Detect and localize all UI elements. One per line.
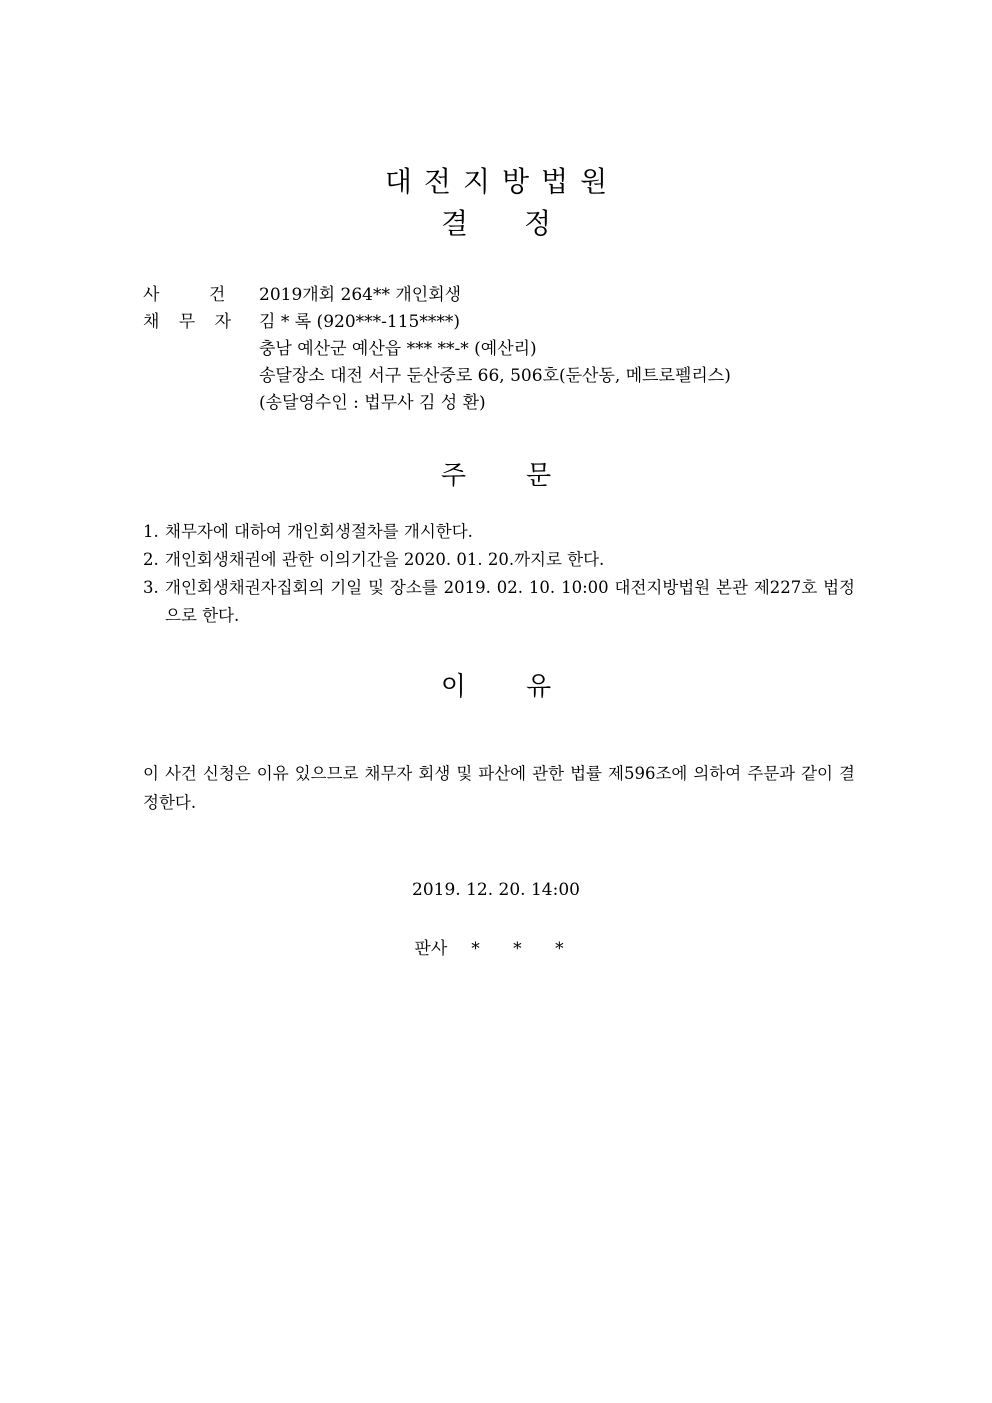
delivery-recipient-row — [143, 390, 863, 417]
debtor-name: 김 * 록 (920***-115****) — [259, 312, 460, 332]
debtor-row — [143, 309, 863, 336]
order-item-3 — [143, 574, 855, 630]
case-row — [143, 282, 863, 309]
order-number: 1. — [143, 522, 159, 541]
delivery-place: 송달장소 대전 서구 둔산중로 66, 506호(둔산동, 메트로펠리스) — [259, 366, 731, 386]
case-label: 사 건 — [143, 285, 226, 305]
document-title: 결정 — [440, 207, 608, 240]
order-text: 개인회생채권에 관한 이의기간을 2020. 01. 20.까지로 한다. — [165, 550, 605, 569]
order-number: 2. — [143, 550, 159, 569]
court-name: 대전지방법원 — [384, 165, 620, 198]
judge-name: * * * — [471, 939, 578, 959]
order-list — [143, 518, 855, 630]
debtor-address: 충남 예산군 예산읍 *** **-* (예산리) — [259, 339, 537, 359]
case-info — [143, 282, 863, 417]
reason-heading: 이유 — [440, 672, 612, 702]
order-item-1 — [143, 518, 855, 546]
judge-label: 판사 — [414, 939, 448, 959]
order-text: 개인회생채권자집회의 기일 및 장소를 2019. 02. 10. 10:00 대전지방법원 본관 제227호 법정으로 한다. — [165, 578, 855, 625]
order-heading: 주문 — [440, 461, 612, 491]
debtor-address-row — [143, 336, 863, 363]
delivery-recipient: (송달영수인 : 법무사 김 성 환) — [259, 393, 486, 413]
debtor-label: 채 무 자 — [143, 312, 232, 332]
reason-text: 이 사건 신청은 이유 있으므로 채무자 회생 및 파산에 관한 법률 제596조에 의하여 주문과 같이 결정한다. — [143, 764, 855, 812]
delivery-place-row — [143, 363, 863, 390]
order-text: 채무자에 대하여 개인회생절차를 개시한다. — [165, 522, 473, 541]
order-item-2 — [143, 546, 855, 574]
decision-date: 2019. 12. 20. 14:00 — [412, 880, 580, 900]
case-value: 2019개회 264** 개인회생 — [259, 285, 462, 305]
order-number: 3. — [143, 578, 159, 597]
judge-signature — [0, 934, 992, 959]
